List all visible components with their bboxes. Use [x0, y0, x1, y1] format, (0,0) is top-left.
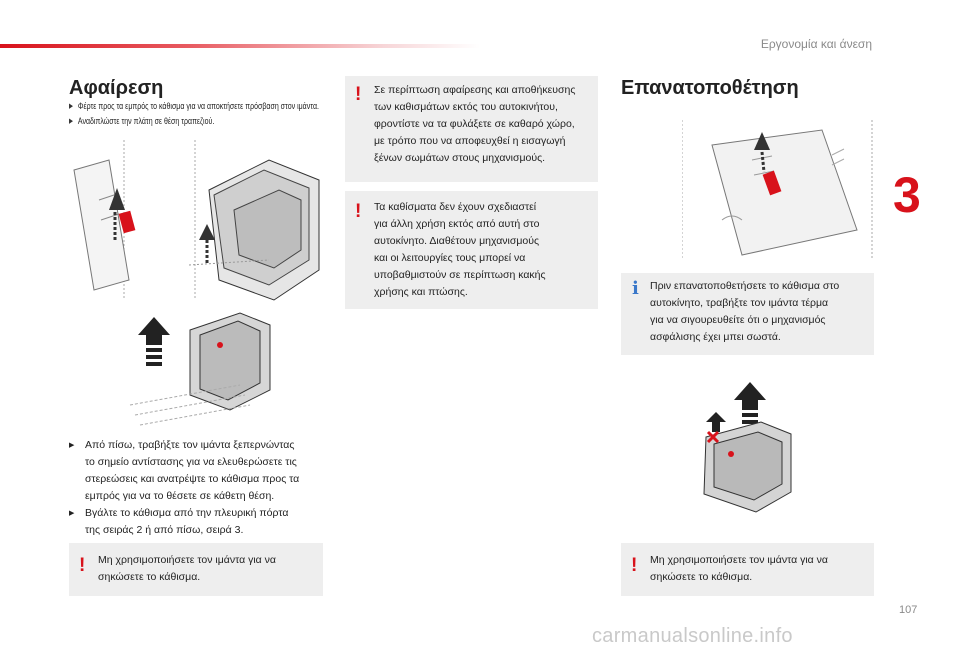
header-accent-bar — [0, 44, 480, 48]
strap-pull-illustration — [682, 120, 874, 260]
warning-box-usage: ! Τα καθίσματα δεν έχουν σχεδιαστεί για άλλη χρήση εκτός από αυτή στο αυτοκίνητο. Διαθέτουν μηχανισμούς και οι λειτουργίες τους μπορεί να υποβαθμιστούν σε περίπτωση κακής χρήσης και πτώσης. — [345, 191, 598, 309]
warning-box-storage: ! Σε περίπτωση αφαίρεσης και αποθήκευσης των καθισμάτων εκτός του αυτοκινήτου, φροντίστε να τα φυλάξετε σε καθαρό χώρο, με τρόπο που να αποφευχθεί η εισαγωγή ξένων σωμάτων στους μηχανισμούς. — [345, 76, 598, 182]
removal-steps: ▶ Από πίσω, τραβήξτε τον ιμάντα ξεπερνώντας το σημείο αντίστασης για να ελευθερώσετε τις στερεώσεις και ανατρέψτε το κάθισμα προς τα εμπρός για να το θέσετε σε κάθετη θέση. ▶ Βγάλτε το κάθισμα από την πλευρική πόρτα της σειράς 2 ή από πίσω, σειρά 3. — [69, 437, 329, 539]
step-triangle-icon: ▶ — [69, 103, 73, 110]
step-item: ▶ Αναδιπλώστε την πλάτη σε θέση τραπεζιού. — [69, 116, 215, 127]
page-number: 107 — [899, 604, 918, 616]
warning-exclamation-icon: ! — [355, 201, 362, 222]
removal-heading: Αφαίρεση — [69, 77, 164, 99]
step-triangle-icon: ▶ — [69, 510, 75, 517]
step-item: ▶ Φέρτε προς τα εμπρός το κάθισμα για να αποκτήσετε πρόσβαση στον ιμάντα. — [69, 101, 319, 112]
warning-box-lift-refit: ! Μη χρησιμοποιήσετε τον ιμάντα για να σηκώσετε το κάθισμα. — [621, 543, 874, 596]
removal-steps-intro — [69, 99, 319, 129]
refitting-heading: Επανατοποθέτηση — [621, 77, 799, 99]
seat-tipped-illustration — [120, 305, 320, 435]
step-triangle-icon: ▶ — [69, 118, 73, 125]
step-item: ▶ Βγάλτε το κάθισμα από την πλευρική πόρτα — [69, 505, 329, 522]
seat-folding-illustration — [69, 140, 323, 302]
warning-box-lift: ! Μη χρησιμοποιήσετε τον ιμάντα για να σηκώσετε το κάθισμα. — [69, 543, 323, 596]
section-title: Εργονομία και άνεση — [760, 37, 872, 51]
warning-exclamation-icon: ! — [631, 555, 638, 576]
info-box-check-lock: i Πριν επανατοποθετήσετε το κάθισμα στο αυτοκίνητο, τραβήξτε τον ιμάντα τέρμα για να σιγουρευθείτε ότι ο μηχανισμός ασφάλισης έχει μπει σωστά. — [621, 273, 874, 355]
step-triangle-icon: ▶ — [69, 442, 75, 449]
info-icon: i — [632, 278, 639, 299]
watermark: carmanualsonline.info — [592, 625, 793, 647]
chapter-number: 3 — [893, 167, 921, 223]
warning-exclamation-icon: ! — [355, 84, 362, 105]
step-item: ▶ Από πίσω, τραβήξτε τον ιμάντα ξεπερνώντας — [69, 437, 329, 454]
seat-refit-illustration — [686, 372, 806, 532]
warning-exclamation-icon: ! — [79, 555, 86, 576]
